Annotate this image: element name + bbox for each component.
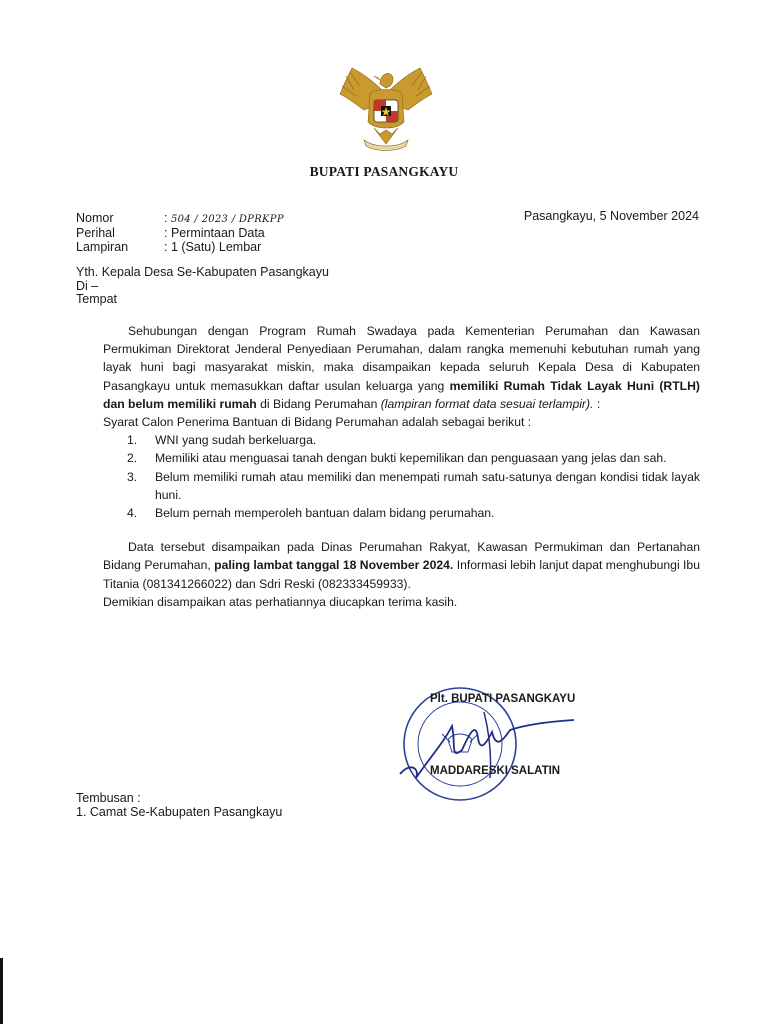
letter-date: Pasangkayu, 5 November 2024: [523, 209, 699, 223]
para2-bold: paling lambat tanggal 18 November 2024.: [214, 558, 454, 573]
garuda-emblem-icon: [334, 64, 438, 154]
syarat-intro: Syarat Calon Penerima Bantuan di Bidang Perumahan adalah sebagai berikut :: [103, 415, 532, 430]
address-line-1: Yth. Kepala Desa Se-Kabupaten Pasangkayu: [76, 265, 329, 279]
nomor-row: [76, 212, 284, 227]
para2-text-a: Data tersebut disampaikan pada Dinas Perumahan Rakyat, Kawasan Permukiman dan Pertanahan Bidang Perumahan,: [103, 540, 700, 573]
list-item: [103, 449, 700, 467]
address-line-2: Di –: [76, 278, 99, 293]
nomor-label: Nomor: [76, 211, 114, 225]
spacer: [103, 522, 700, 538]
perihal-row: [76, 227, 284, 241]
lampiran-value: : 1 (Satu) Lembar: [164, 239, 262, 254]
perihal-label: Perihal: [76, 225, 115, 240]
list-text: Memiliki atau menguasai tanah dengan bukti kepemilikan dan penguasaan yang jelas dan sah.: [155, 451, 667, 466]
list-number: 1.: [127, 433, 138, 448]
list-item: [103, 468, 700, 504]
signature-title: Plt. BUPATI PASANGKAYU: [430, 693, 576, 705]
requirements-list: [103, 431, 700, 522]
nomor-value: : 504 / 2023 / DPRKPP: [164, 211, 284, 225]
list-number: 2.: [127, 451, 138, 466]
recipient-address: [76, 266, 329, 307]
scan-edge-mark: [0, 958, 3, 1024]
para1-bold: memiliki Rumah Tidak Layak Huni (RTLH) dan belum memiliki rumah: [103, 378, 700, 411]
tembusan-label: Tembusan :: [76, 791, 141, 805]
lampiran-label: Lampiran: [76, 239, 129, 254]
tembusan-block: [76, 792, 282, 819]
list-text: WNI yang sudah berkeluarga.: [155, 433, 317, 448]
para1-italic: (lampiran format data sesuai terlampir).: [380, 396, 594, 411]
paragraph-2: [103, 538, 700, 593]
lampiran-row: [76, 241, 284, 255]
list-item: [103, 504, 700, 522]
list-number: 4.: [127, 506, 138, 521]
tembusan-item: 1. Camat Se-Kabupaten Pasangkayu: [76, 804, 283, 819]
nomor-handwritten: 504 / 2023 / DPRKPP: [170, 214, 284, 225]
closing-sentence: Demikian disampaikan atas perhatiannya diucapkan terima kasih.: [103, 594, 458, 609]
perihal-value: : Permintaan Data: [164, 225, 265, 240]
para1-text-c: :: [593, 396, 601, 411]
list-text: Belum memiliki rumah atau memiliki dan menempati rumah satu-satunya dengan kondisi tidak layak huni.: [155, 469, 700, 502]
para1-text-a: Sehubungan dengan Program Rumah Swadaya pada Kementerian Perumahan dan Kawasan Permukiman Direktorat Jenderal Penyediaan Perumahan, dalam rangka memenuhi kebutuhan rumah yang layak huni bagi masyarakat miskin, maka disampaikan kepada seluruh Kepala Desa di Kabupaten Pasangkayu untuk memasukkan daftar usulan keluarga yang: [103, 324, 700, 393]
letter-meta: [76, 212, 284, 254]
letter-body: [103, 322, 700, 611]
para2-text-b: Informasi lebih lanjut dapat menghubungi Ibu Titania (081341266022) dan Sdri Reski (082333459933).: [103, 558, 700, 591]
list-item: [103, 431, 700, 449]
para1-text-b: di Bidang Perumahan: [256, 396, 381, 411]
signatory-name: MADDARESKI SALATIN: [430, 765, 561, 777]
address-line-3: Tempat: [76, 292, 117, 307]
paragraph-1: [103, 322, 700, 413]
list-number: 3.: [127, 469, 138, 484]
list-text: Belum pernah memperoleh bantuan dalam bidang perumahan.: [155, 506, 495, 521]
letter-title: BUPATI PASANGKAYU: [309, 164, 459, 179]
